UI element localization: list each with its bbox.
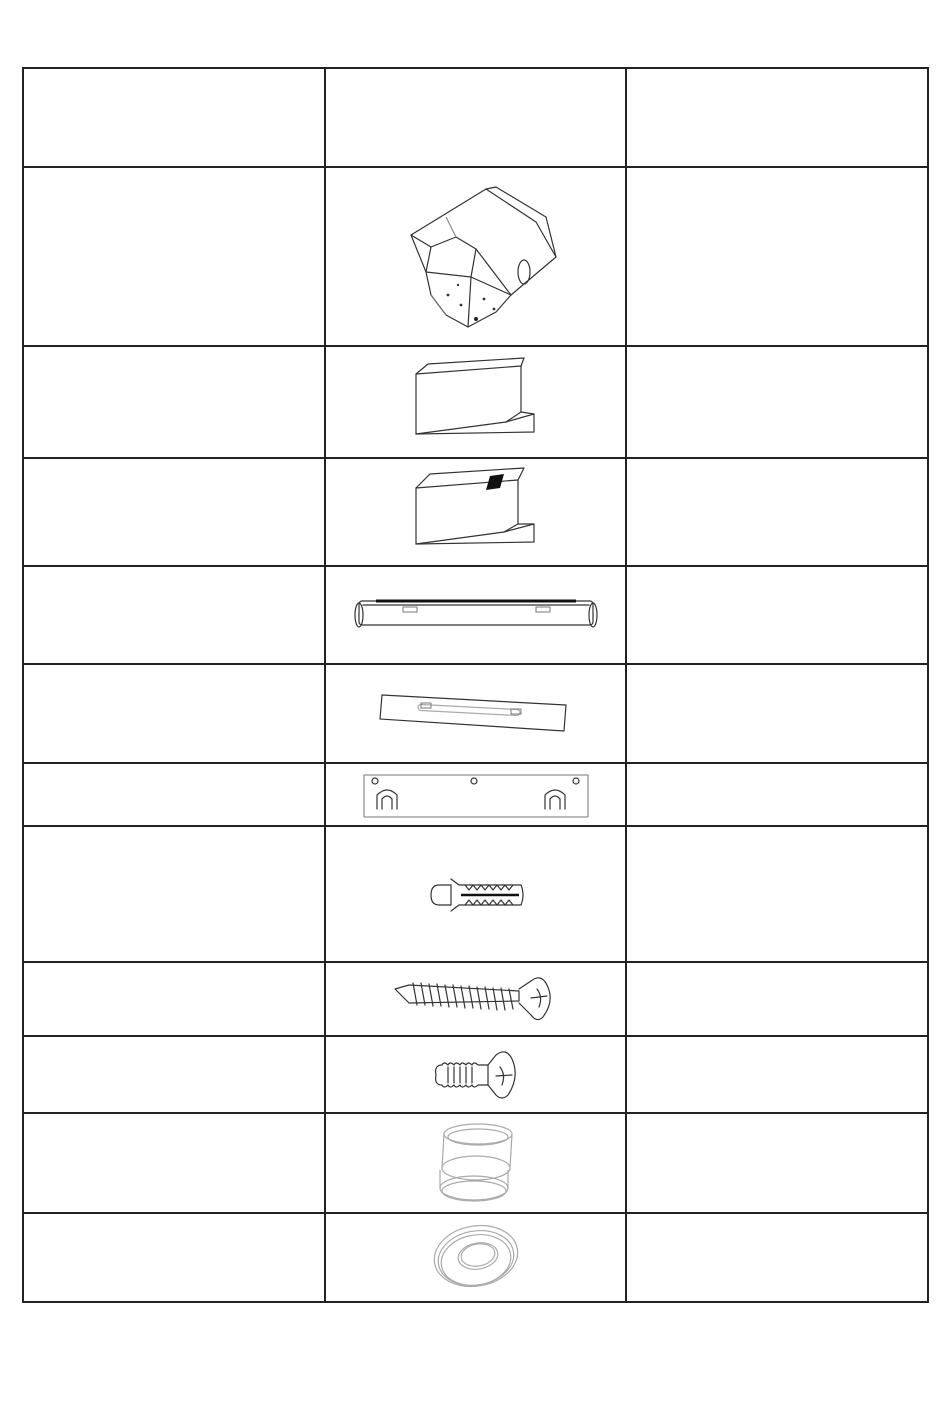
part-image-cell (325, 458, 626, 566)
part-name-cell (23, 763, 325, 826)
table-row (23, 1113, 928, 1213)
part-qty-cell (626, 664, 928, 763)
part-image-cell (325, 566, 626, 664)
part-name-cell (23, 167, 325, 346)
duct-adapter-icon (426, 1118, 526, 1208)
part-image-cell (325, 1213, 626, 1302)
flat-bracket-icon (376, 689, 576, 739)
part-image-cell (325, 1113, 626, 1213)
part-image-cell (325, 826, 626, 962)
part-name-cell (23, 1036, 325, 1113)
part-qty-cell (626, 962, 928, 1036)
table-row (23, 826, 928, 962)
header-cell (325, 68, 626, 167)
part-qty-cell (626, 167, 928, 346)
part-name-cell (23, 566, 325, 664)
header-row (23, 68, 928, 167)
part-qty-cell (626, 566, 928, 664)
long-bracket-icon (351, 595, 601, 635)
table-row (23, 962, 928, 1036)
table-row (23, 763, 928, 826)
part-name-cell (23, 1213, 325, 1302)
short-screw-icon (426, 1045, 526, 1105)
part-image-cell (325, 1036, 626, 1113)
table-row (23, 458, 928, 566)
part-image-cell (325, 763, 626, 826)
part-qty-cell (626, 1036, 928, 1113)
part-image-cell (325, 167, 626, 346)
table-row (23, 664, 928, 763)
part-image-cell (325, 664, 626, 763)
table-row (23, 1036, 928, 1113)
part-name-cell (23, 458, 325, 566)
table-row (23, 167, 928, 346)
mounting-plate-icon (361, 771, 591, 819)
table-row (23, 566, 928, 664)
part-name-cell (23, 826, 325, 962)
chimney-cover-vented-icon (406, 466, 546, 558)
chimney-cover-icon (406, 354, 546, 450)
table-row (23, 346, 928, 458)
part-name-cell (23, 1113, 325, 1213)
part-qty-cell (626, 1213, 928, 1302)
part-name-cell (23, 664, 325, 763)
long-screw-icon (391, 971, 561, 1027)
part-qty-cell (626, 1113, 928, 1213)
part-image-cell (325, 962, 626, 1036)
wall-anchor-icon (421, 869, 531, 919)
table-row (23, 1213, 928, 1302)
parts-table (22, 67, 929, 1303)
part-image-cell (325, 346, 626, 458)
part-name-cell (23, 346, 325, 458)
part-qty-cell (626, 346, 928, 458)
hood-body-icon (386, 177, 566, 337)
part-qty-cell (626, 458, 928, 566)
part-qty-cell (626, 763, 928, 826)
part-name-cell (23, 962, 325, 1036)
header-cell (23, 68, 325, 167)
header-cell (626, 68, 928, 167)
part-qty-cell (626, 826, 928, 962)
sealing-ring-icon (426, 1218, 526, 1298)
